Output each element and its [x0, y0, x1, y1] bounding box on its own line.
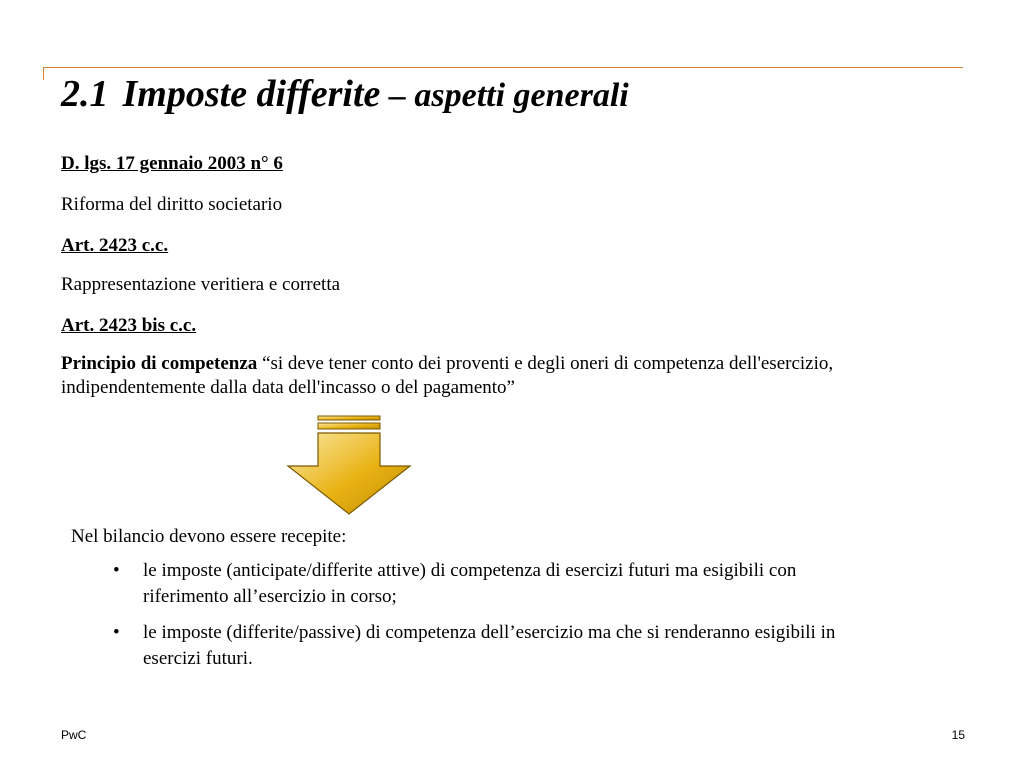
header-rule: [43, 67, 963, 68]
slide-title: [61, 74, 629, 116]
list-item: [71, 620, 883, 672]
page-number: 15: [951, 728, 965, 742]
bilancio-section: [71, 524, 931, 682]
down-arrow-icon: [286, 414, 412, 516]
header-corner-rule: [43, 67, 44, 80]
principle-paragraph: [61, 352, 971, 400]
list-item-text: le imposte (anticipate/differite attive) di competenza di esercizi futuri ma esigibili con riferimento all’esercizio in corso;: [143, 560, 797, 607]
article2-heading: Art. 2423 bis c.c.: [61, 315, 197, 336]
list-item-text: le imposte (differite/passive) di competenza dell’esercizio ma che si renderanno esigibili in esercizi futuri.: [143, 622, 836, 669]
bullet-icon: •: [113, 560, 120, 581]
reform-text: Riforma del diritto societario: [61, 194, 283, 215]
title-number: 2.1: [61, 73, 109, 115]
arrow-stripe: [318, 423, 380, 429]
title-main: Imposte differite: [122, 73, 381, 115]
footer-brand: PwC: [61, 728, 87, 742]
bilancio-intro: Nel bilancio devono essere recepite:: [71, 526, 347, 547]
law-heading: D. lgs. 17 gennaio 2003 n° 6: [61, 153, 283, 174]
principle-quote: “si deve tener conto dei proventi e degli oneri di competenza dell'esercizio, indipendentemente dalla data dell'incasso o del pagamento”: [61, 353, 834, 398]
arrow-body: [288, 433, 410, 514]
article1-text: Rappresentazione veritiera e corretta: [61, 274, 341, 295]
arrow-stripe: [318, 416, 380, 420]
title-subtitle: – aspetti generali: [380, 77, 629, 114]
bilancio-list: [71, 558, 931, 672]
list-item: [71, 558, 883, 610]
article1-heading: Art. 2423 c.c.: [61, 235, 169, 256]
bullet-icon: •: [113, 622, 120, 643]
principle-label: Principio di competenza: [61, 353, 258, 374]
